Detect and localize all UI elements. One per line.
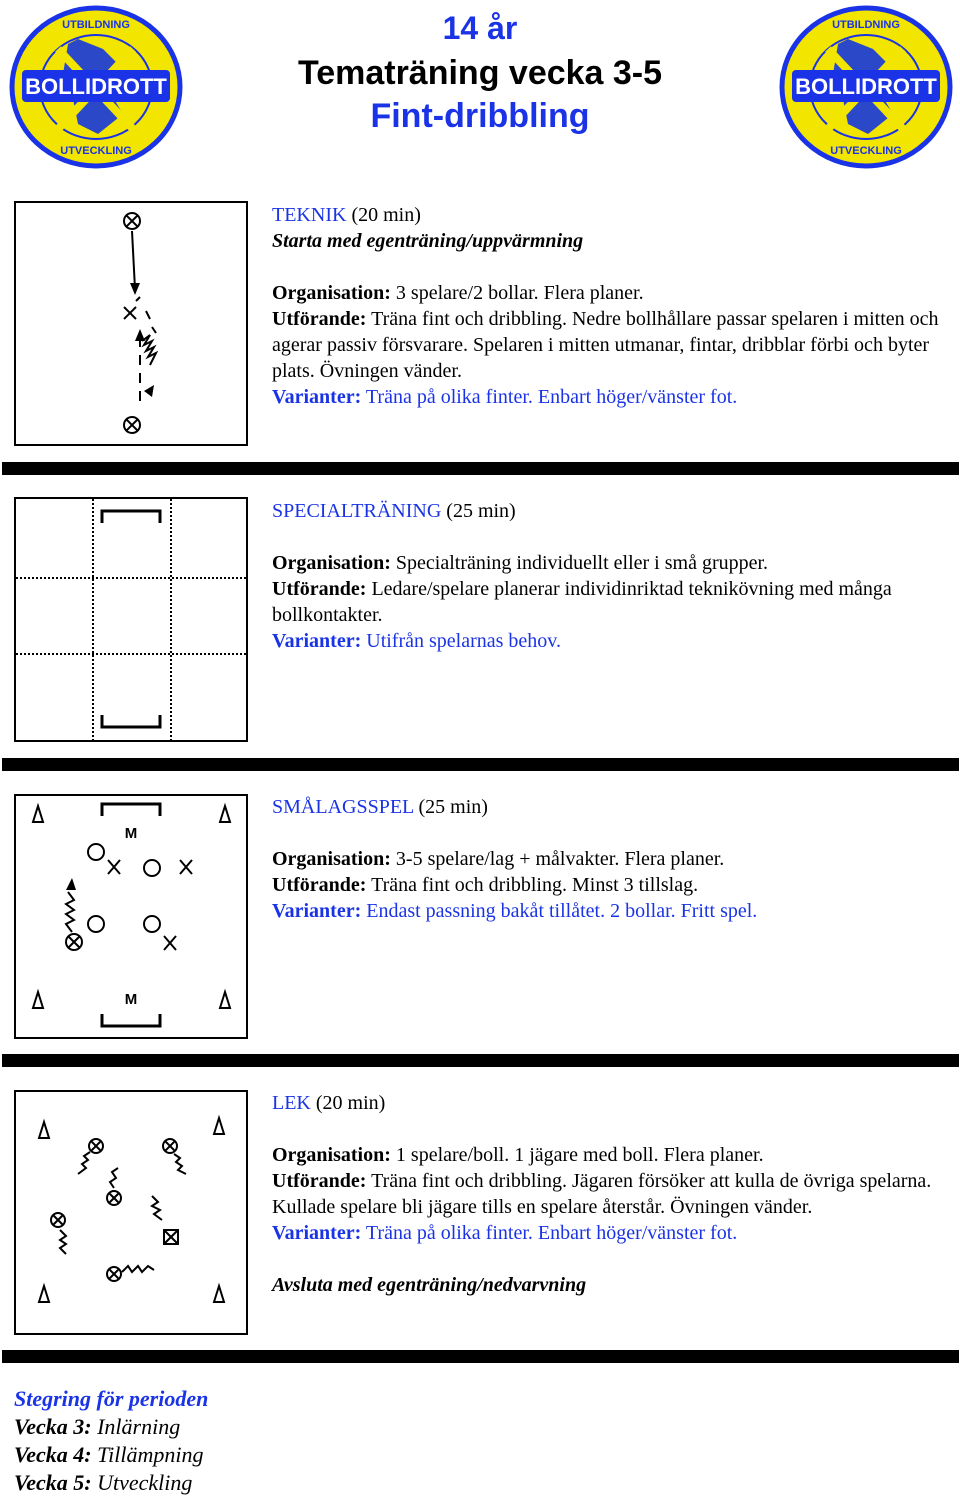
bollidrott-logo-right	[778, 4, 954, 170]
varianter-text: Varianter: Träna på olika finter. Enbart höger/vänster fot.	[272, 1222, 738, 1244]
varianter-text: Varianter: Utifrån spelarnas behov.	[272, 630, 561, 652]
section-title: SMÅLAGSSPEL (25 min)	[272, 796, 488, 818]
utforande-text: Utförande: Träna fint och dribbling. Minst 3 tillslag.	[272, 874, 699, 896]
progression-row: Vecka 5: Utveckling	[14, 1470, 193, 1495]
progression-row: Vecka 3: Inlärning	[14, 1414, 181, 1439]
organisation-text: Organisation: Specialträning individuellt eller i små grupper.	[272, 552, 769, 574]
section-divider	[2, 758, 959, 771]
goalkeeper-label: M	[124, 991, 138, 1008]
lek-diagram	[14, 1090, 248, 1335]
section-subtitle: Starta med egenträning/uppvärmning	[272, 230, 584, 252]
section-divider	[2, 462, 959, 475]
bollidrott-logo-left	[8, 4, 184, 170]
section-end-note: Avsluta med egenträning/nedvarvning	[272, 1274, 587, 1296]
svg-text:UTVECKLING: UTVECKLING	[830, 145, 902, 157]
section-teknik	[272, 202, 952, 410]
page-subtitle: Fint-dribbling	[370, 97, 590, 135]
page-title: Tematräning vecka 3-5	[297, 54, 663, 92]
svg-text:UTVECKLING: UTVECKLING	[60, 145, 132, 157]
svg-text:BOLLIDROTT: BOLLIDROTT	[795, 74, 937, 99]
organisation-text: Organisation: 1 spelare/boll. 1 jägare med boll. Flera planer.	[272, 1144, 764, 1166]
goalkeeper-label: M	[124, 825, 138, 842]
section-lek	[272, 1090, 952, 1298]
organisation-text: Organisation: 3 spelare/2 bollar. Flera planer.	[272, 282, 644, 304]
svg-text:UTBILDNING: UTBILDNING	[62, 19, 130, 31]
utforande-text: Utförande: Träna fint och dribbling. Jägaren försöker att kulla de övriga spelarna. Kullade spelare bli jägare tills en spelare återstår. Övningen vänder.	[272, 1170, 932, 1218]
specialtraning-diagram	[14, 497, 248, 742]
section-title: TEKNIK (20 min)	[272, 204, 421, 226]
section-title: SPECIALTRÄNING (25 min)	[272, 500, 516, 522]
section-title: LEK (20 min)	[272, 1092, 386, 1114]
utforande-text: Utförande: Träna fint och dribbling. Nedre bollhållare passar spelaren i mitten och agerar passiv försvarare. Spelaren i mitten utmanar, fintar, dribblar förbi och byter plats. Övningen vänder.	[272, 308, 939, 382]
varianter-text: Varianter: Träna på olika finter. Enbart höger/vänster fot.	[272, 386, 738, 408]
progression-footer	[14, 1385, 208, 1497]
varianter-text: Varianter: Endast passning bakåt tillåtet. 2 bollar. Fritt spel.	[272, 900, 758, 922]
organisation-text: Organisation: 3-5 spelare/lag + målvakter. Flera planer.	[272, 848, 725, 870]
teknik-diagram	[14, 201, 248, 446]
logo-text: BOLLIDROTT	[25, 74, 167, 99]
svg-text:UTBILDNING: UTBILDNING	[832, 19, 900, 31]
section-divider	[2, 1054, 959, 1067]
section-divider	[2, 1350, 959, 1363]
progression-heading: Stegring för perioden	[14, 1386, 209, 1411]
section-specialtraning	[272, 498, 952, 654]
progression-row: Vecka 4: Tillämpning	[14, 1442, 204, 1467]
age-heading: 14 år	[442, 10, 518, 46]
smalagsspel-diagram	[14, 794, 248, 1039]
section-smalagsspel	[272, 794, 952, 924]
utforande-text: Utförande: Ledare/spelare planerar individinriktad teknikövning med många bollkontakter.	[272, 578, 892, 626]
